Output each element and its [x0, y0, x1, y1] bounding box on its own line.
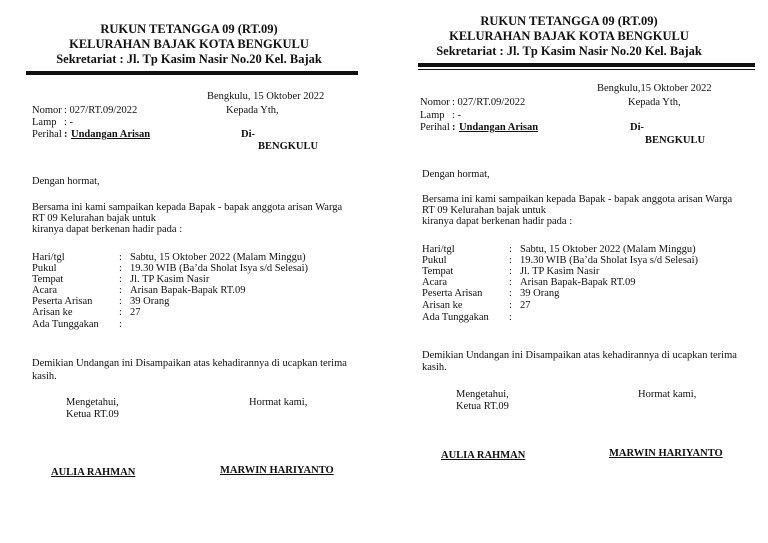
header-divider [418, 63, 755, 67]
place-date: Bengkulu,15 Oktober 2022 [597, 83, 712, 94]
signatory-left: AULIA RAHMAN [51, 467, 136, 478]
detail-label: Ada Tunggakan [422, 312, 489, 323]
detail-value: 27 [520, 300, 531, 311]
signatory-left: AULIA RAHMAN [441, 450, 526, 461]
detail-value: Arisan Bapak-Bapak RT.09 [130, 285, 246, 296]
perihal-label: Perihal [32, 129, 62, 140]
ketua-title: Ketua RT.09 [66, 409, 119, 420]
detail-label: Pukul [422, 255, 447, 266]
intro-line-1: Bersama ini kami sampaikan kepada Bapak - bapak anggota arisan Warga [32, 202, 343, 213]
closing-line-2: kasih. [422, 362, 447, 373]
invitation-letter-right [384, 0, 768, 543]
signatory-right: MARWIN HARIYANTO [609, 448, 723, 459]
perihal-colon: : [64, 129, 68, 140]
detail-colon: : [509, 312, 512, 323]
recipient-city: BENGKULU [258, 141, 319, 152]
header-secretariat: Sekretariat : Jl. Tp Kasim Nasir No.20 Kel. Bajak [56, 52, 322, 66]
detail-label: Tempat [422, 266, 454, 277]
intro-line-2: RT 09 Kelurahan bajak untuk [422, 205, 546, 216]
nomor-value: : 027/RT.09/2022 [64, 105, 138, 116]
detail-label: Peserta Arisan [422, 288, 483, 299]
perihal-value: Undangan Arisan [71, 129, 151, 140]
detail-colon: : [119, 296, 122, 307]
detail-colon: : [119, 274, 122, 285]
detail-colon: : [509, 266, 512, 277]
detail-label: Hari/tgl [32, 252, 65, 263]
detail-colon: : [509, 255, 512, 266]
recipient-label: Kepada Yth, [628, 97, 681, 108]
perihal-colon: : [452, 122, 456, 133]
detail-colon: : [119, 319, 122, 330]
detail-label: Ada Tunggakan [32, 319, 99, 330]
header-org-name: RUKUN TETANGGA 09 (RT.09) [100, 22, 278, 36]
detail-value: 19.30 WIB (Ba’da Sholat Isya s/d Selesai) [520, 255, 698, 266]
detail-value: Jl. TP Kasim Nasir [520, 266, 600, 277]
detail-label: Acara [422, 277, 448, 288]
detail-label: Arisan ke [32, 307, 73, 318]
detail-label: Pukul [32, 263, 57, 274]
recipient-di: Di- [630, 122, 644, 133]
ketua-title: Ketua RT.09 [456, 401, 509, 412]
header-org-name: RUKUN TETANGGA 09 (RT.09) [480, 14, 658, 28]
recipient-di: Di- [241, 129, 255, 140]
detail-value: 39 Orang [130, 296, 170, 307]
detail-label: Arisan ke [422, 300, 463, 311]
detail-value: 19.30 WIB (Ba’da Sholat Isya s/d Selesai) [130, 263, 308, 274]
header-kelurahan: KELURAHAN BAJAK KOTA BENGKULU [449, 29, 689, 43]
nomor-label: Nomor [32, 105, 62, 116]
detail-label: Peserta Arisan [32, 296, 93, 307]
detail-colon: : [119, 285, 122, 296]
detail-value: Sabtu, 15 Oktober 2022 (Malam Minggu) [130, 252, 306, 263]
detail-colon: : [119, 263, 122, 274]
detail-label: Hari/tgl [422, 244, 455, 255]
closing-line-1: Demikian Undangan ini Disampaikan atas kehadirannya di ucapkan terima [422, 350, 737, 361]
detail-value: 27 [130, 307, 141, 318]
detail-colon: : [509, 277, 512, 288]
intro-line-3: kiranya dapat berkenan hadir pada : [422, 216, 573, 227]
detail-colon: : [509, 288, 512, 299]
greeting: Dengan hormat, [422, 169, 490, 180]
intro-line-2: RT 09 Kelurahan bajak untuk [32, 213, 156, 224]
lamp-value: : - [64, 117, 74, 128]
nomor-label: Nomor [420, 97, 450, 108]
header-divider [26, 71, 358, 75]
header-divider-thin [418, 69, 755, 70]
intro-line-3: kiranya dapat berkenan hadir pada : [32, 224, 183, 235]
place-date: Bengkulu, 15 Oktober 2022 [207, 91, 325, 102]
header-secretariat: Sekretariat : Jl. Tp Kasim Nasir No.20 Kel. Bajak [436, 44, 702, 58]
recipient-city: BENGKULU [645, 135, 706, 146]
nomor-value: : 027/RT.09/2022 [452, 97, 526, 108]
detail-label: Acara [32, 285, 58, 296]
mengetahui: Mengetahui, [66, 397, 119, 408]
header-kelurahan: KELURAHAN BAJAK KOTA BENGKULU [69, 37, 309, 51]
perihal-value: Undangan Arisan [459, 122, 539, 133]
detail-colon: : [509, 300, 512, 311]
detail-value: Arisan Bapak-Bapak RT.09 [520, 277, 636, 288]
mengetahui: Mengetahui, [456, 389, 509, 400]
detail-value: Sabtu, 15 Oktober 2022 (Malam Minggu) [520, 244, 696, 255]
detail-value: 39 Orang [520, 288, 560, 299]
lamp-label: Lamp [420, 110, 445, 121]
detail-colon: : [119, 307, 122, 318]
detail-value: Jl. TP Kasim Nasir [130, 274, 210, 285]
detail-label: Tempat [32, 274, 64, 285]
detail-colon: : [119, 252, 122, 263]
recipient-label: Kepada Yth, [226, 105, 279, 116]
perihal-label: Perihal [420, 122, 450, 133]
closing-line-2: kasih. [32, 371, 57, 382]
signatory-right: MARWIN HARIYANTO [220, 465, 334, 476]
hormat-kami: Hormat kami, [249, 397, 308, 408]
greeting: Dengan hormat, [32, 176, 100, 187]
intro-line-1: Bersama ini kami sampaikan kepada Bapak - bapak anggota arisan Warga [422, 194, 733, 205]
lamp-label: Lamp [32, 117, 57, 128]
lamp-value: : - [452, 110, 462, 121]
detail-colon: : [509, 244, 512, 255]
closing-line-1: Demikian Undangan ini Disampaikan atas kehadirannya di ucapkan terima [32, 358, 347, 369]
hormat-kami: Hormat kami, [638, 389, 697, 400]
